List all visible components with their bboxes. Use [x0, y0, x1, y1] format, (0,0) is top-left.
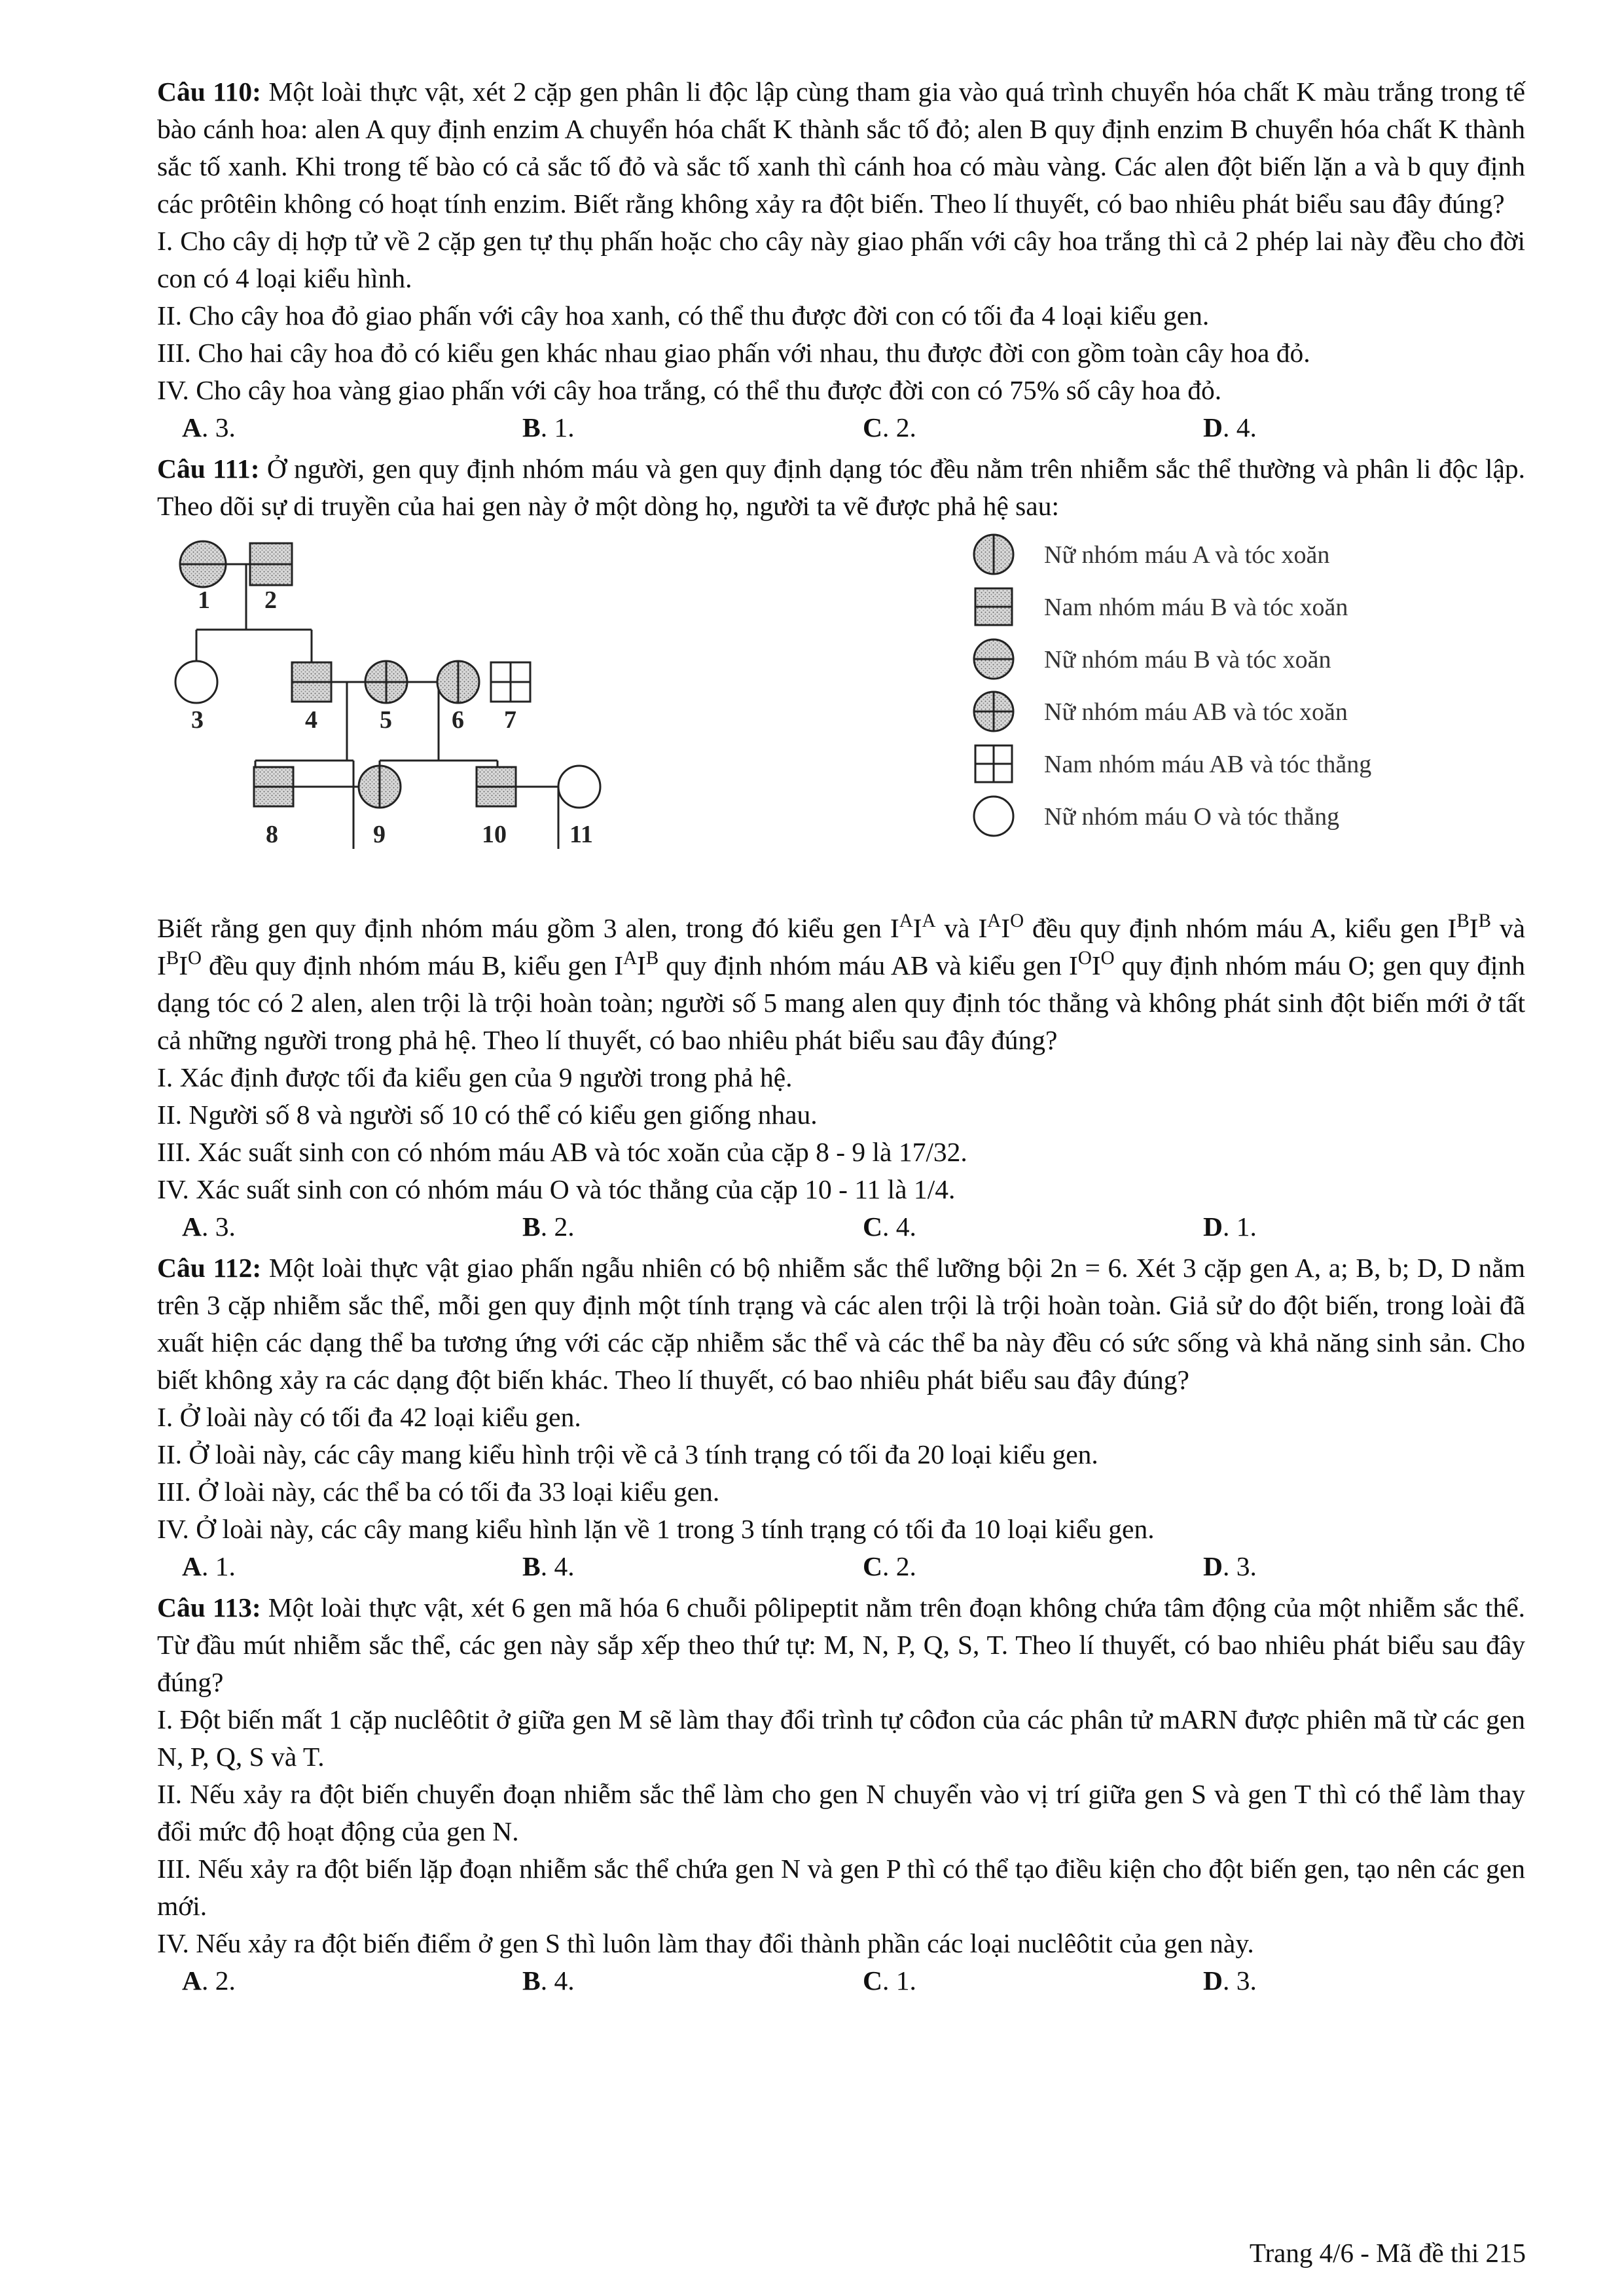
legend-item: Nam nhóm máu AB và tóc thẳng	[969, 741, 1021, 787]
blood-group-info: Biết rằng gen quy định nhóm máu gồm 3 alen, trong đó kiểu gen $I^AI^A$ và $I^AI^O$ đều quy định nhóm máu A, kiểu gen $I^BI^B$ và $I^BI^O$ đều quy định nhóm máu B, kiểu gen $I^AI^B$ quy định nhóm máu AB và kiểu gen $I^OI^O$ quy định nhóm máu O; gen quy định dạng tóc có 2 alen, alen trội là trội hoàn toàn; người số 5 mang alen quy định tóc thẳng và không phát sinh đột biến mới ở tất cả những người trong phả hệ. Theo lí thuyết, có bao nhiêu phát biểu sau đây đúng?	[157, 910, 1526, 1055]
svg-text:9: 9	[373, 821, 386, 848]
question-110-stem: Câu 110: Một loài thực vật, xét 2 cặp gen phân li độc lập cùng tham gia vào quá trình chuyển hóa chất K màu trắng trong tế bào cánh hoa: alen A quy định enzim A chuyển hóa chất K thành sắc tố đỏ; alen B quy định enzim B chuyển hóa chất K thành sắc tố xanh. Khi trong tế bào có cả sắc tố đỏ và sắc tố xanh thì cánh hoa có màu vàng. Các alen đột biến lặn a và b quy định các prôtêin không có hoạt tính enzim. Biết rằng không xảy ra đột biến. Theo lí thuyết, có bao nhiêu phát biểu sau đây đúng?	[157, 77, 1526, 219]
female-a-curly-icon	[969, 531, 1021, 577]
legend-item: Nam nhóm máu B và tóc xoăn	[969, 584, 1021, 630]
female-b-curly-icon	[969, 636, 1021, 682]
svg-text:5: 5	[380, 706, 392, 734]
female-o-straight-icon	[969, 793, 1021, 839]
question-111-stem: Câu 111: Ở người, gen quy định nhóm máu và gen quy định dạng tóc đều nằm trên nhiễm sắc thể thường và phân li độc lập. Theo dõi sự di truyền của hai gen này ở một dòng họ, người ta vẽ được phả hệ sau:	[157, 454, 1525, 521]
svg-text:11: 11	[569, 821, 593, 848]
individual-10	[477, 767, 516, 848]
statement-1: I. Ở loài này có tối đa 42 loại kiểu gen.	[157, 1402, 581, 1432]
statement-1: I. Cho cây dị hợp tử về 2 cặp gen tự thụ phấn hoặc cho cây này giao phấn với cây hoa trắng thì cả 2 phép lai này đều cho đời con có 4 loại kiểu hình.	[157, 226, 1525, 293]
female-ab-curly-icon	[969, 689, 1021, 734]
option-c[interactable]: C. 2.	[863, 412, 916, 442]
question-111	[157, 450, 1525, 1246]
individual-1	[180, 541, 226, 614]
answer-options	[157, 409, 1525, 446]
option-d[interactable]: D. 3.	[1203, 1965, 1257, 1996]
svg-text:2: 2	[264, 586, 277, 614]
svg-text:4: 4	[305, 706, 317, 734]
pedigree-diagram	[157, 531, 969, 898]
option-c[interactable]: C. 2.	[863, 1551, 916, 1581]
individual-11	[558, 766, 600, 848]
statement-3: III. Xác suất sinh con có nhóm máu AB và tóc xoăn của cặp 8 - 9 là 17/32.	[157, 1137, 967, 1167]
option-d[interactable]: D. 3.	[1203, 1551, 1257, 1581]
svg-text:8: 8	[266, 821, 278, 848]
option-d[interactable]: D. 1.	[1203, 1211, 1257, 1242]
question-number: Câu 111:	[157, 454, 260, 484]
male-b-curly-icon	[969, 584, 1021, 630]
individual-5	[365, 661, 407, 734]
answer-options	[157, 1548, 1525, 1585]
svg-text:10: 10	[482, 821, 507, 848]
statement-3: III. Cho hai cây hoa đỏ có kiểu gen khác nhau giao phấn với nhau, thu được đời con gồm toàn cây hoa đỏ.	[157, 338, 1310, 368]
option-d[interactable]: D. 4.	[1203, 412, 1257, 442]
legend-item: Nữ nhóm máu A và tóc xoăn	[969, 531, 1021, 577]
answer-options	[157, 1208, 1525, 1246]
option-a[interactable]: A. 2.	[182, 1965, 236, 1996]
individual-7	[491, 662, 530, 734]
option-c[interactable]: C. 1.	[863, 1965, 916, 1996]
svg-text:6: 6	[452, 706, 464, 734]
option-b[interactable]: B. 4.	[522, 1965, 575, 1996]
statement-2: II. Người số 8 và người số 10 có thể có kiểu gen giống nhau.	[157, 1100, 818, 1130]
option-a[interactable]: A. 1.	[182, 1551, 236, 1581]
statement-4: IV. Nếu xảy ra đột biến điểm ở gen S thì luôn làm thay đổi thành phần các loại nuclêôtit của gen này.	[157, 1928, 1254, 1958]
question-113-stem: Câu 113: Một loài thực vật, xét 6 gen mã hóa 6 chuỗi pôlipeptit nằm trên đoạn không chứa tâm động của một nhiễm sắc thể. Từ đầu mút nhiễm sắc thể, các gen này sắp xếp theo thứ tự: M, N, P, Q, S, T. Theo lí thuyết, có bao nhiêu phát biểu sau đây đúng?	[157, 1592, 1525, 1697]
option-b[interactable]: B. 2.	[522, 1211, 575, 1242]
legend-item: Nữ nhóm máu O và tóc thẳng	[969, 793, 1021, 839]
answer-options	[157, 1962, 1525, 2000]
question-112-stem: Câu 112: Một loài thực vật giao phấn ngẫu nhiên có bộ nhiễm sắc thể lưỡng bội 2n = 6. Xét 3 cặp gen A, a; B, b; D, D nằm trên 3 cặp nhiễm sắc thể, mỗi gen quy định một tính trạng và các alen trội là trội hoàn toàn. Giả sử do đột biến, trong loài đã xuất hiện các dạng thể ba tương ứng với các cặp nhiễm sắc thể và các thể ba này đều có sức sống và khả năng sinh sản. Cho biết không xảy ra các dạng đột biến khác. Theo lí thuyết, có bao nhiêu phát biểu sau đây đúng?	[157, 1253, 1525, 1395]
question-110	[157, 73, 1525, 446]
pedigree-chart	[157, 531, 1525, 898]
statement-2: II. Ở loài này, các cây mang kiểu hình trội về cả 3 tính trạng có tối đa 20 loại kiểu gen.	[157, 1439, 1098, 1469]
option-a[interactable]: A. 3.	[182, 412, 236, 442]
legend-item: Nữ nhóm máu B và tóc xoăn	[969, 636, 1021, 682]
male-ab-straight-icon	[969, 741, 1021, 787]
statement-1: I. Đột biến mất 1 cặp nuclêôtit ở giữa gen M sẽ làm thay đổi trình tự côđon của các phân tử mARN được phiên mã từ các gen N, P, Q, S và T.	[157, 1704, 1525, 1772]
option-a[interactable]: A. 3.	[182, 1211, 236, 1242]
page-footer: Trang 4/6 - Mã đề thi 215	[1249, 2238, 1526, 2268]
option-c[interactable]: C. 4.	[863, 1211, 916, 1242]
legend-item: Nữ nhóm máu AB và tóc xoăn	[969, 689, 1021, 734]
svg-text:7: 7	[504, 706, 516, 734]
statement-2: II. Cho cây hoa đỏ giao phấn với cây hoa xanh, có thể thu được đời con có tối đa 4 loại kiểu gen.	[157, 300, 1210, 331]
statement-1: I. Xác định được tối đa kiểu gen của 9 người trong phả hệ.	[157, 1062, 793, 1092]
svg-text:1: 1	[198, 586, 210, 614]
statement-4: IV. Ở loài này, các cây mang kiểu hình lặn về 1 trong 3 tính trạng có tối đa 10 loại kiểu gen.	[157, 1514, 1155, 1544]
statement-4: IV. Cho cây hoa vàng giao phấn với cây hoa trắng, có thể thu được đời con có 75% số cây hoa đỏ.	[157, 375, 1222, 405]
exam-page	[157, 73, 1525, 2003]
question-number: Câu 110:	[157, 77, 261, 107]
question-112	[157, 1249, 1525, 1585]
option-b[interactable]: B. 4.	[522, 1551, 575, 1581]
option-b[interactable]: B. 1.	[522, 412, 575, 442]
statement-3: III. Nếu xảy ra đột biến lặp đoạn nhiễm sắc thể chứa gen N và gen P thì có thể tạo điều kiện cho đột biến gen, tạo nên các gen mới.	[157, 1854, 1525, 1921]
individual-6	[437, 661, 479, 734]
svg-text:3: 3	[191, 706, 204, 734]
statement-2: II. Nếu xảy ra đột biến chuyển đoạn nhiễm sắc thể làm cho gen N chuyển vào vị trí giữa gen S và gen T thì có thể làm thay đổi mức độ hoạt động của gen N.	[157, 1779, 1525, 1846]
individual-2	[250, 543, 292, 614]
individual-3	[175, 661, 217, 734]
individual-9	[359, 766, 401, 848]
question-113	[157, 1589, 1525, 2000]
statement-4: IV. Xác suất sinh con có nhóm máu O và tóc thẳng của cặp 10 - 11 là 1/4.	[157, 1174, 956, 1204]
question-number: Câu 112:	[157, 1253, 262, 1283]
individual-4	[292, 662, 331, 734]
question-number: Câu 113:	[157, 1592, 261, 1623]
individual-8	[254, 767, 293, 848]
statement-3: III. Ở loài này, các thể ba có tối đa 33 loại kiểu gen.	[157, 1477, 720, 1507]
